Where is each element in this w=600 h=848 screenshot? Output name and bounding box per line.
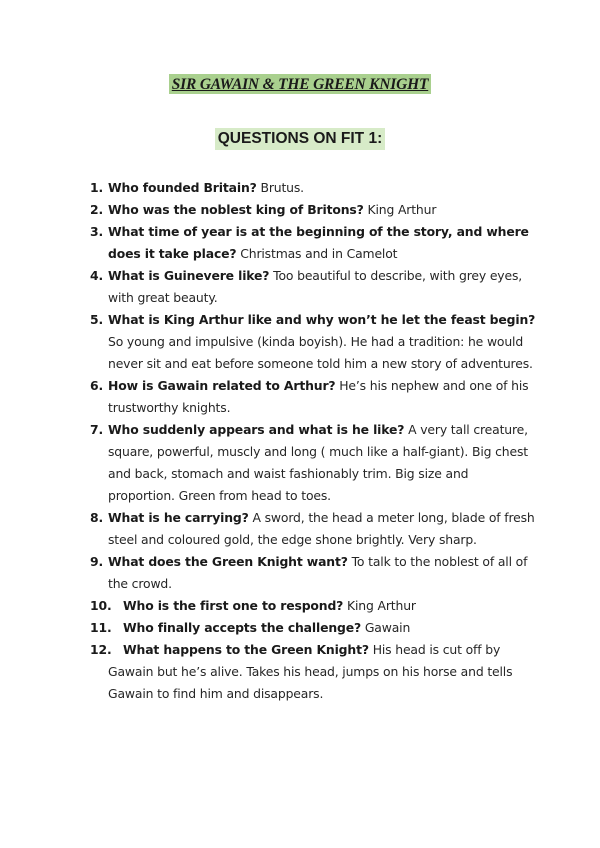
- answer-text: King Arthur: [347, 598, 416, 613]
- question-text: Who was the noblest king of Britons?: [108, 202, 364, 217]
- question-item: [86, 177, 536, 199]
- answer-text: A sword, the head a meter long, blade of fresh steel and coloured gold, the edge shone brightly. Very sharp.: [108, 510, 535, 547]
- question-text: What does the Green Knight want?: [108, 554, 348, 569]
- question-item: [86, 617, 536, 639]
- question-number: 7.: [90, 422, 104, 437]
- answer-text: So young and impulsive (kinda boyish). He had a tradition: he would never sit and eat before someone told him a new story of adventures.: [108, 334, 533, 371]
- question-number: 5.: [90, 312, 104, 327]
- answer-text: A very tall creature, square, powerful, muscly and long ( much like a half-giant). Big chest and back, stomach and waist fashionably trim. Big size and proportion. Green from head to toes.: [108, 422, 528, 503]
- question-text: Who finally accepts the challenge?: [123, 620, 362, 635]
- question-item: [86, 309, 536, 375]
- question-item: [86, 551, 536, 595]
- question-number: 8.: [90, 510, 104, 525]
- question-item: [86, 639, 536, 705]
- answer-text: Christmas and in Camelot: [240, 246, 398, 261]
- answer-text: He’s his nephew and one of his trustworthy knights.: [108, 378, 529, 415]
- answer-text: Brutus.: [260, 180, 304, 195]
- question-number: 3.: [90, 224, 104, 239]
- answer-text: King Arthur: [367, 202, 437, 217]
- question-number: 4.: [90, 268, 104, 283]
- question-number: 1.: [90, 180, 104, 195]
- question-number: 2.: [90, 202, 104, 217]
- question-item: [86, 419, 536, 507]
- question-text: Who founded Britain?: [108, 180, 257, 195]
- answer-text: Gawain: [364, 620, 411, 635]
- question-number: 10.: [90, 598, 112, 613]
- question-list: [86, 177, 536, 705]
- question-text: What is Guinevere like?: [108, 268, 270, 283]
- answer-text: His head is cut off by Gawain but he’s alive. Takes his head, jumps on his horse and tells Gawain to find him and disappears.: [108, 642, 513, 701]
- document-title: SIR GAWAIN & THE GREEN KNIGHT: [169, 74, 431, 94]
- question-item: [86, 199, 536, 221]
- question-number: 12.: [90, 642, 112, 657]
- answer-text: To talk to the noblest of all of the crowd.: [108, 554, 528, 591]
- question-text: How is Gawain related to Arthur?: [108, 378, 336, 393]
- question-number: 6.: [90, 378, 104, 393]
- title-container: [0, 74, 600, 94]
- answer-text: Too beautiful to describe, with grey eyes, with great beauty.: [108, 268, 523, 305]
- section-heading: QUESTIONS ON FIT 1:: [215, 128, 385, 150]
- question-item: [86, 221, 536, 265]
- question-text: What is he carrying?: [108, 510, 249, 525]
- question-item: [86, 507, 536, 551]
- question-item: [86, 375, 536, 419]
- question-text: Who is the first one to respond?: [123, 598, 344, 613]
- subtitle-container: [0, 128, 600, 150]
- question-text: Who suddenly appears and what is he like?: [108, 422, 405, 437]
- question-text: What is King Arthur like and why won’t he let the feast begin?: [108, 312, 536, 327]
- question-text: What time of year is at the beginning of the story, and where does it take place?: [108, 224, 529, 261]
- question-text: What happens to the Green Knight?: [123, 642, 369, 657]
- question-number: 9.: [90, 554, 104, 569]
- question-item: [86, 595, 536, 617]
- question-item: [86, 265, 536, 309]
- question-number: 11.: [90, 620, 112, 635]
